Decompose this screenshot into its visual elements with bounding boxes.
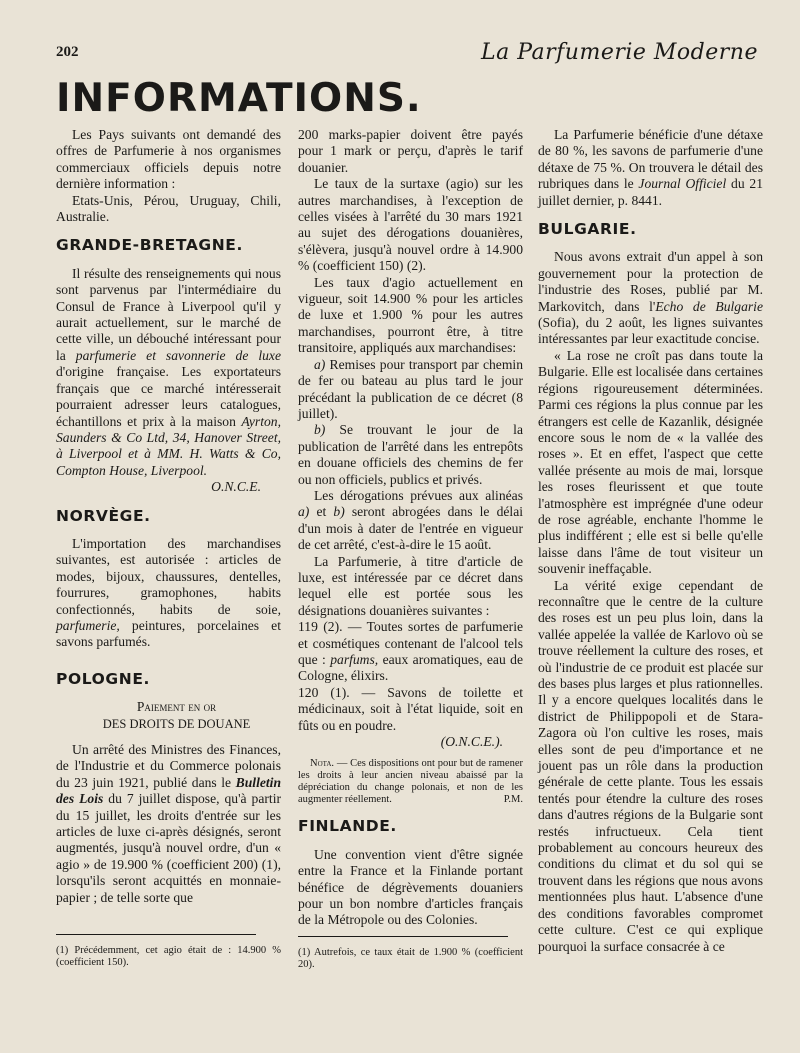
footnote-1	[56, 934, 281, 969]
footnote-rule	[56, 934, 256, 935]
nota-note	[298, 758, 523, 806]
col2-paragraph-a: a) Remises pour transport par chemin de fer ou bateau au plus tard le jour précédant la publication de ce décret (8 juillet).	[298, 356, 523, 421]
column-3	[538, 127, 763, 955]
column-1	[56, 127, 281, 906]
col2-paragraph-4: Les dérogations prévues aux alinéas a) et b) seront abrogées dans le délai d'un mois à dater de l'entrée en vigueur de cet arrêté, c'est-à-dire le 15 août.	[298, 487, 524, 553]
pologne-subtitle-1: Paiement en or	[136, 699, 217, 715]
section-heading-grande-bretagne: GRANDE-BRETAGNE.	[56, 236, 243, 255]
tariff-items	[298, 619, 523, 734]
section-heading-bulgarie: BULGARIE.	[538, 220, 637, 239]
running-title: La Parfumerie Moderne	[480, 40, 758, 65]
norvege-paragraph: L'importation des marchandises suivantes, est autorisée : articles de modes, bijoux, chaussures, dentelles, fourrures, gramophones, habits confectionnés, habits de soie, parfumerie, peintures, porcelaines et savons parfumés.	[56, 535, 281, 650]
section-heading-norvege: NORVÈGE.	[56, 506, 151, 525]
signature-once: O.N.C.E.	[211, 479, 261, 495]
page-number: 202	[56, 44, 79, 60]
col2-paragraph-1: 200 marks-papier doivent être payés pour 1 mark or perçu, d'après le tarif douanier.	[298, 127, 523, 175]
pologne-subtitle-2: DES DROITS DE DOUANE	[102, 716, 251, 731]
column-2	[298, 127, 523, 929]
section-heading-finlande: FINLANDE.	[298, 817, 397, 836]
footnote-text-2: (1) Autrefois, ce taux était de 1.900 % (coefficient 20).	[298, 947, 523, 970]
signature-once-2: (O.N.C.E.).	[440, 734, 503, 750]
pologne-paragraph: Un arrêté des Ministres des Finances, de l'Industrie et du Commerce polonais du 23 juin 1921, publié dans le Bulletin des Lois du 7 juillet dispose, qu'à partir du 15 juillet, les droits d'entrée sur les articles de luxe ci-après désignés, seront augmentés, jusqu'à nouvel ordre, d'un « agio » de 19.900 % (coefficient 200) (1), lorsqu'ils seront acquittés en monnaie-papier ; de telle sorte que	[56, 742, 281, 905]
col2-paragraph-5: La Parfumerie, à titre d'article de luxe, est intéressée par ce décret dans lequel elle est portée sous les désignations douanières suivantes :	[298, 553, 523, 618]
footnote-text: (1) Précédemment, cet agio était de : 14.900 % (coefficient 150).	[56, 945, 281, 968]
finlande-paragraph: Une convention vient d'être signée entre la France et la Finlande portant bénéfice de dégrèvements douaniers pour un bon nombre d'articles français de la Métropole ou des Colonies.	[298, 846, 523, 928]
tariff-item-119: 119 (2). — Toutes sortes de parfumerie et cosmétiques contenant de l'alcool tels que : parfums, eaux aromatiques, eau de Cologne, élixirs.	[298, 619, 523, 684]
col2-paragraph-3: Les taux d'agio actuellement en vigueur, soit 14.900 % pour les articles de luxe et 1.900 % pour les autres marchandises, pourront être, à titre transitoire, appliqués aux marchandises:	[298, 274, 523, 356]
footnote-rule-2	[298, 936, 508, 937]
section-heading-pologne: POLOGNE.	[56, 669, 151, 688]
tariff-item-120: 120 (1). — Savons de toilette et médicinaux, soit à l'état liquide, soit en fûts ou en poudre.	[298, 684, 523, 733]
page-title: INFORMATIONS.	[56, 76, 422, 121]
col2-paragraph-b: b) Se trouvant le jour de la publication de l'arrêté dans les entrepôts en douane officiels des chemins de fer ou non officiels, publics et privés.	[298, 422, 523, 487]
bulgarie-paragraph-1: Nous avons extrait d'un appel à son gouvernement pour la protection de l'industrie des Roses, publié par M. Markovitch, dans l'Echo de Bulgarie (Sofia), du 2 août, les lignes suivantes intéressantes par leur exactitude concise.	[538, 249, 763, 347]
countries-paragraph: Etats-Unis, Pérou, Uruguay, Chili, Australie.	[56, 192, 281, 225]
bulgarie-paragraph-3: La vérité exige cependant de reconnaître que le centre de la culture des roses est un peu plus loin, dans la vallée appelée la vallée de Karlovo où se trouve réellement la culture des roses, et où l'industrie de ce produit est placée sur des bases plus larges et plus rationnelles. Il y a encore quelques localités dans le district de Philippopoli et de Stara-Zagora où l'on cultive les roses, mais elles sont de peu d'importance et ne jouent pas un rôle dans la production générale de cette plante. Tous les essais tentés pour étendre la culture des roses dans d'autres régions de la Bulgarie sont restés infructueux. Cela tient probablement au concours heureux des conditions du climat et du sol qui se trouvent dans les régions que nous avons mentionnées plus haut. L'absence d'une des conditions favorables compromet cette culture. C'est ce qui explique pourquoi la surface consacrée à ce	[538, 577, 763, 954]
footnote-2	[298, 936, 523, 971]
intro-paragraph: Les Pays suivants ont demandé des offres de Parfumerie à nos organismes commerciaux officiels depuis notre dernière information :	[56, 127, 281, 192]
bulgarie-paragraph-2: « La rose ne croît pas dans toute la Bulgarie. Elle est localisée dans certaines régions rigoureusement déterminées. Parmi ces régions la plus connue par les étrangers est celle de Kazanlik, désignée encore sous le nom de « la vallée des roses ». Et en effet, l'aspect que cette vallée présente au mois de mai, lorsque les roses fleurissent et que toute l'atmosphère est imprégnée d'une odeur de rose agréable, enchante l'homme le plus indifférent ; elle est si belle qu'elle laisse dans l'âme de tout visiteur un souvenir ineffaçable.	[538, 347, 763, 577]
col2-paragraph-2: Le taux de la surtaxe (agio) sur les autres marchandises, à l'exception de celles visées à l'arrêté du 30 mars 1921 au sujet des dérogations douanières, s'élèvera, jusqu'à nouvel ordre à 14.900 % (coefficient 150) (2).	[298, 176, 523, 274]
nota-text: Nota. — Ces dispositions ont pour but de ramener les droits à leur ancien niveau abaissé par la dépréciation du change polonais, et non de les augmenter réellement. P.M.	[298, 758, 523, 806]
grande-bretagne-paragraph: Il résulte des renseignements qui nous sont parvenus par l'intermédiaire du Consul de France à Liverpool qu'il y aurait actuellement, sur le marché de cette ville, un débouché intéressant pour la parfumerie et savonnerie de luxe d'origine française. Les exportateurs français que ce marché intéresserait pourraient adresser leurs catalogues, échantillons et prix à la maison Ayrton, Saunders & Co Ltd, 34, Hanover Street, à Liverpool et à MM. H. Watts & Co, Compton House, Liverpool.	[56, 265, 281, 478]
col3-paragraph-1: La Parfumerie bénéficie d'une détaxe de 80 %, les savons de parfumerie d'une détaxe de 75 %. On trouvera le détail des rubriques dans le Journal Officiel du 21 juillet dernier, p. 8441.	[538, 127, 763, 208]
